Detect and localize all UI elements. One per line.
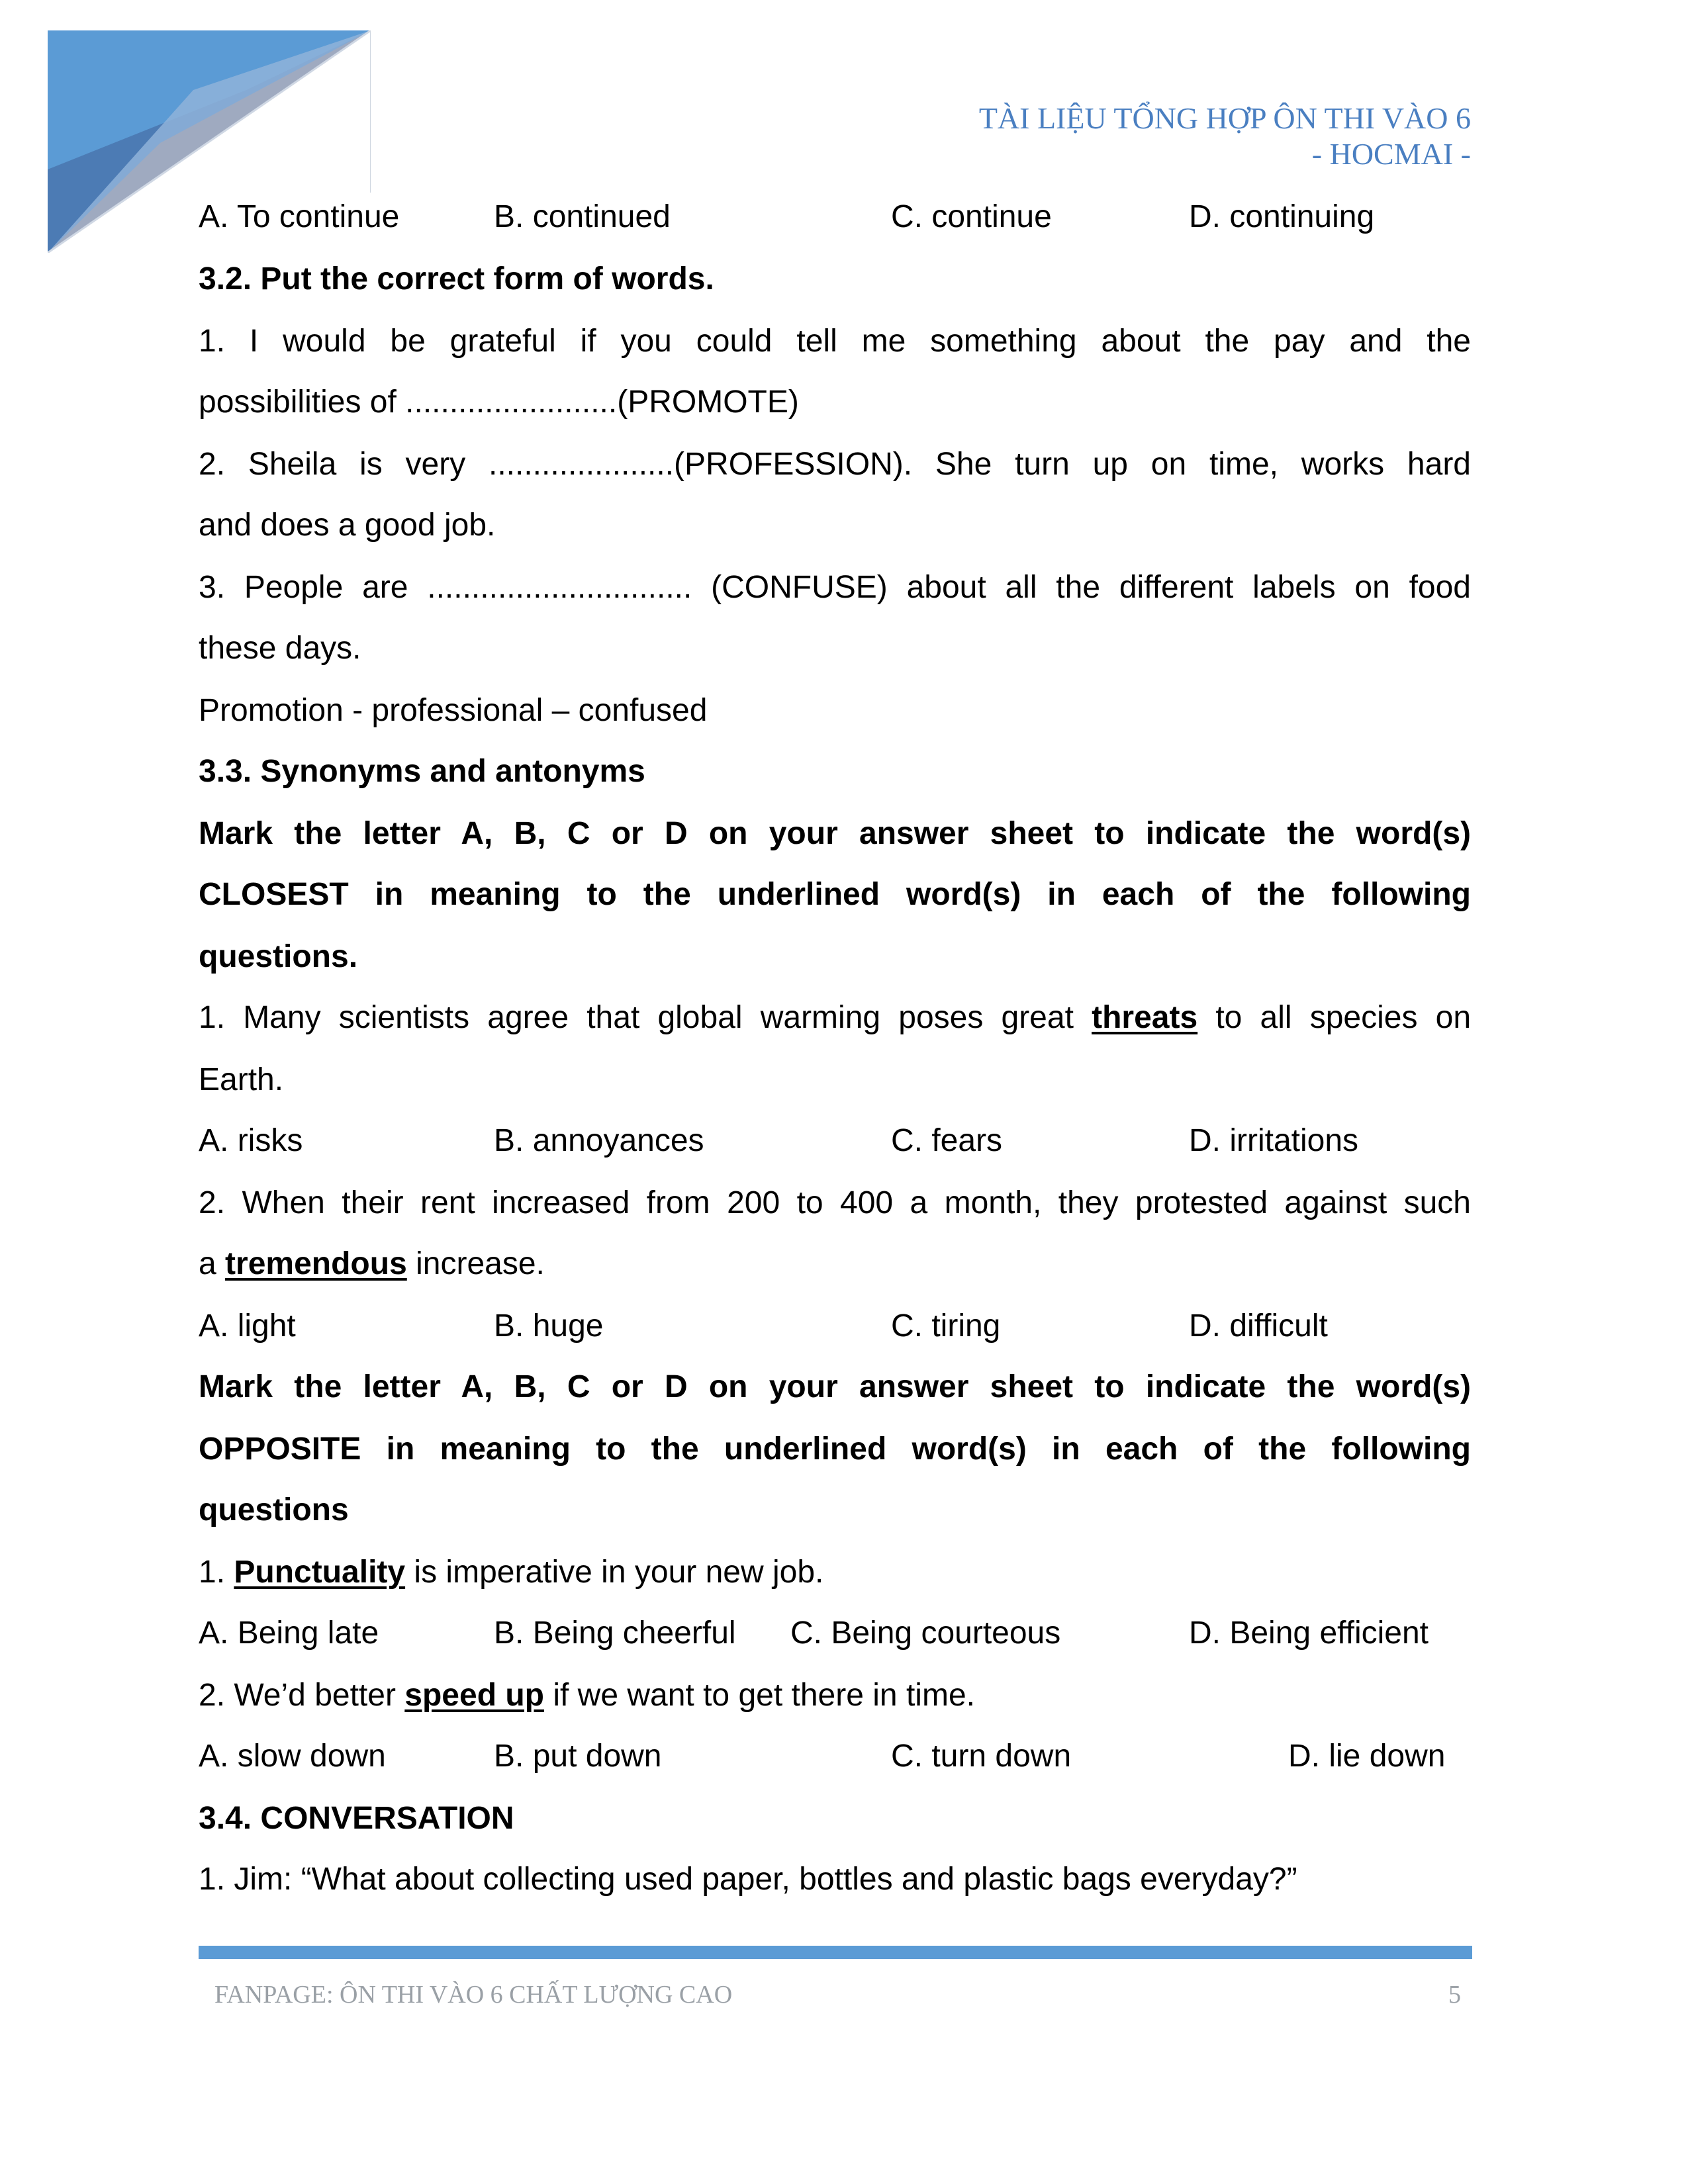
option-a: A. To continue: [199, 199, 400, 234]
option-c: C. turn down: [891, 1739, 1072, 1774]
header-subtitle: - HOCMAI -: [1311, 137, 1471, 171]
question-line: 1. I would be grateful if you could tell me something about the pay and the: [199, 324, 1471, 359]
option-a: A. Being late: [199, 1615, 379, 1651]
option-d: D. lie down: [1288, 1739, 1446, 1774]
options-row: [199, 1308, 1471, 1345]
instruction-line: questions.: [199, 939, 358, 974]
prev-options-row: [199, 199, 1471, 236]
options-row: [199, 1615, 1471, 1652]
instruction-line: OPPOSITE in meaning to the underlined word(s) in each of the following: [199, 1432, 1471, 1467]
option-c: C. tiring: [891, 1308, 1001, 1343]
option-c: C. fears: [891, 1123, 1003, 1158]
question-line: Earth.: [199, 1062, 284, 1097]
option-a: A. risks: [199, 1123, 303, 1158]
option-b: B. continued: [494, 199, 671, 234]
option-d: D. difficult: [1189, 1308, 1328, 1343]
instruction-line: CLOSEST in meaning to the underlined word(s) in each of the following: [199, 877, 1471, 912]
option-d: D. Being efficient: [1189, 1615, 1429, 1651]
option-d: D. irritations: [1189, 1123, 1359, 1158]
underlined-word: Punctuality: [234, 1555, 406, 1590]
question-line: 2. Sheila is very .....................(PROFESSION). She turn up on time, works hard: [199, 447, 1471, 482]
option-b: B. Being cheerful: [494, 1615, 736, 1651]
options-row: [199, 1738, 1471, 1775]
option-a: A. light: [199, 1308, 296, 1343]
option-b: B. annoyances: [494, 1123, 704, 1158]
section-3-3-heading: 3.3. Synonyms and antonyms: [199, 754, 645, 789]
question-line: 3. People are .............................. (CONFUSE) about all the different labels on food: [199, 570, 1471, 605]
underlined-word: tremendous: [225, 1246, 407, 1281]
instruction-line: Mark the letter A, B, C or D on your answer sheet to indicate the word(s): [199, 816, 1471, 851]
section-3-4-heading: 3.4. CONVERSATION: [199, 1801, 514, 1836]
options-row: [199, 1122, 1471, 1160]
underlined-word: speed up: [404, 1678, 544, 1713]
question-line: a tremendous increase.: [199, 1246, 545, 1281]
page-number: 5: [1448, 1981, 1461, 2009]
option-b: B. huge: [494, 1308, 604, 1343]
option-c: C. continue: [891, 199, 1052, 234]
underlined-word: threats: [1092, 1000, 1198, 1035]
footer-divider: [199, 1946, 1472, 1959]
question-line: 1. Jim: “What about collecting used paper, bottles and plastic bags everyday?”: [199, 1862, 1297, 1897]
footer-text: FANPAGE: ÔN THI VÀO 6 CHẤT LƯỢNG CAO: [214, 1981, 733, 2009]
question-line: 1. Punctuality is imperative in your new job.: [199, 1555, 824, 1590]
question-line: possibilities of ........................(PROMOTE): [199, 385, 799, 420]
option-d: D. continuing: [1189, 199, 1375, 234]
option-b: B. put down: [494, 1739, 662, 1774]
answer-key: Promotion - professional – confused: [199, 693, 708, 728]
question-line: 1. Many scientists agree that global warming poses great threats to all species on: [199, 1000, 1472, 1035]
instruction-line: Mark the letter A, B, C or D on your answer sheet to indicate the word(s): [199, 1369, 1471, 1404]
question-line: and does a good job.: [199, 508, 496, 543]
question-line: 2. We’d better speed up if we want to get there in time.: [199, 1678, 975, 1713]
option-a: A. slow down: [199, 1739, 386, 1774]
question-line: 2. When their rent increased from 200 to 400 a month, they protested against such: [199, 1185, 1471, 1220]
header-title: TÀI LIỆU TỔNG HỢP ÔN THI VÀO 6: [978, 101, 1471, 135]
instruction-line: questions: [199, 1492, 349, 1527]
section-3-2-heading: 3.2. Put the correct form of words.: [199, 261, 714, 296]
option-c: C. Being courteous: [790, 1615, 1061, 1651]
question-line: these days.: [199, 631, 361, 666]
